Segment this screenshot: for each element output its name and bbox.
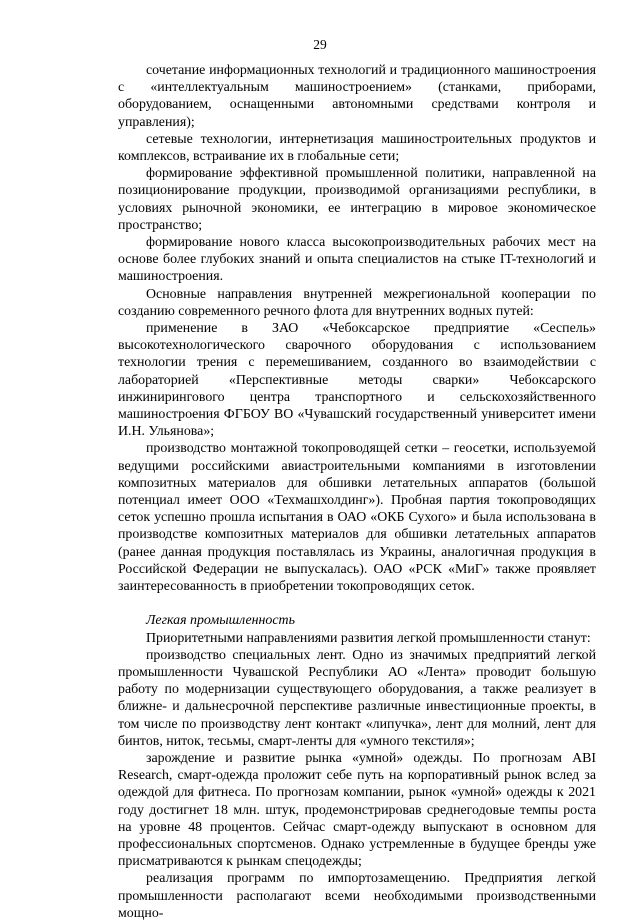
page-number: 29 bbox=[313, 37, 327, 52]
paragraph-it-integration: сочетание информационных технологий и традиционного машиностроения с «интеллектуальным машиностроением» (станками, приборами, оборудованием, оснащенными автономными средствами контроля и управления); bbox=[118, 63, 596, 130]
paragraph-network-technologies: сетевые технологии, интернетизация машиностроительных продуктов и комплексов, встраивание их в глобальные сети; bbox=[118, 131, 596, 165]
paragraph-smart-clothing: зарождение и развитие рынка «умной» одежды. По прогнозам ABI Research, смарт-одежда проложит себе путь на корпоративный рынок вслед за одеждой для фитнеса. По прогнозам компании, рынок «умной» одежды к 2021 году достигнет 18 млн. штук, продемонстрировав среднегодовые темпы роста на уровне 48 процентов. Сейчас смарт-одежду выпускают в основном для профессиональных спортсменов. Однако устремленные в будущее бренды уже присматриваются к рынкам спецодежды; bbox=[118, 750, 596, 870]
page-body bbox=[118, 62, 596, 922]
paragraph-import-substitution: реализация программ по импортозамещению. Предприятия легкой промышленности располагают всеми необходимыми производственными мощно- bbox=[118, 871, 596, 921]
paragraph-cooperation-intro: Основные направления внутренней межрегиональной кооперации по созданию современного речного флота для внутренних водных путей: bbox=[118, 286, 596, 319]
paragraph-workplaces: формирование нового класса высокопроизводительных рабочих мест на основе более глубоких знаний и опыта специалистов на стыке IT-технологий и машиностроения. bbox=[118, 235, 596, 285]
section-heading-light-industry: Легкая промышленность bbox=[146, 613, 295, 629]
paragraph-industrial-policy: формирование эффективной промышленной политики, направленной на позиционирование продукции, производимой организациями республики, в условиях рыночной экономики, ее интеграцию в мировое экономическое пространство; bbox=[118, 166, 596, 233]
paragraph-sespel-welding: применение в ЗАО «Чебоксарское предприятие «Сеспель» высокотехнологического сварочного оборудования с использованием технологии трения с перемешиванием, созданного во взаимодействии с лабораторией «Перспективные методы сварки» Чебоксарского инжинирингового центра транспортного и сельскохозяйственного машиностроения ФГБОУ ВО «Чувашский государственный университет имени И.Н. Ульянова»; bbox=[118, 321, 596, 440]
paragraph-geogrid: производство монтажной токопроводящей сетки – геосетки, используемой ведущими российскими авиастроительными компаниями в изготовлении композитных материалов для обшивки летательных аппаратов (большой потенциал имеет ООО «Техмашхолдинг»). Пробная партия токопроводящих сеток успешно прошла испытания в ОАО «ОКБ Сухого» и была использована в производстве композитных материалов для обшивки летательных аппаратов (ранее данная продукция поставлялась из Украины, аналогичная продукция в Российской Федерации не выпускалась). ОАО «РСК «МиГ» также проявляет заинтересованность в приобретении токопроводящих сеток. bbox=[118, 441, 596, 595]
paragraph-special-tapes: производство специальных лент. Одно из значимых предприятий легкой промышленности Чувашской Республики АО «Лента» проводит большую работу по модернизации существующего оборудования, а также реализует в ближне- и дальнесрочной перспективе различные инвестиционные проекты, в том числе по производству лент контакт «липучка», лент для молний, лент для бинтов, ниток, тесьмы, смарт-ленты для «умного текстиля»; bbox=[118, 647, 596, 749]
paragraph-priorities-intro: Приоритетными направлениями развития легкой промышленности станут: bbox=[146, 630, 591, 646]
